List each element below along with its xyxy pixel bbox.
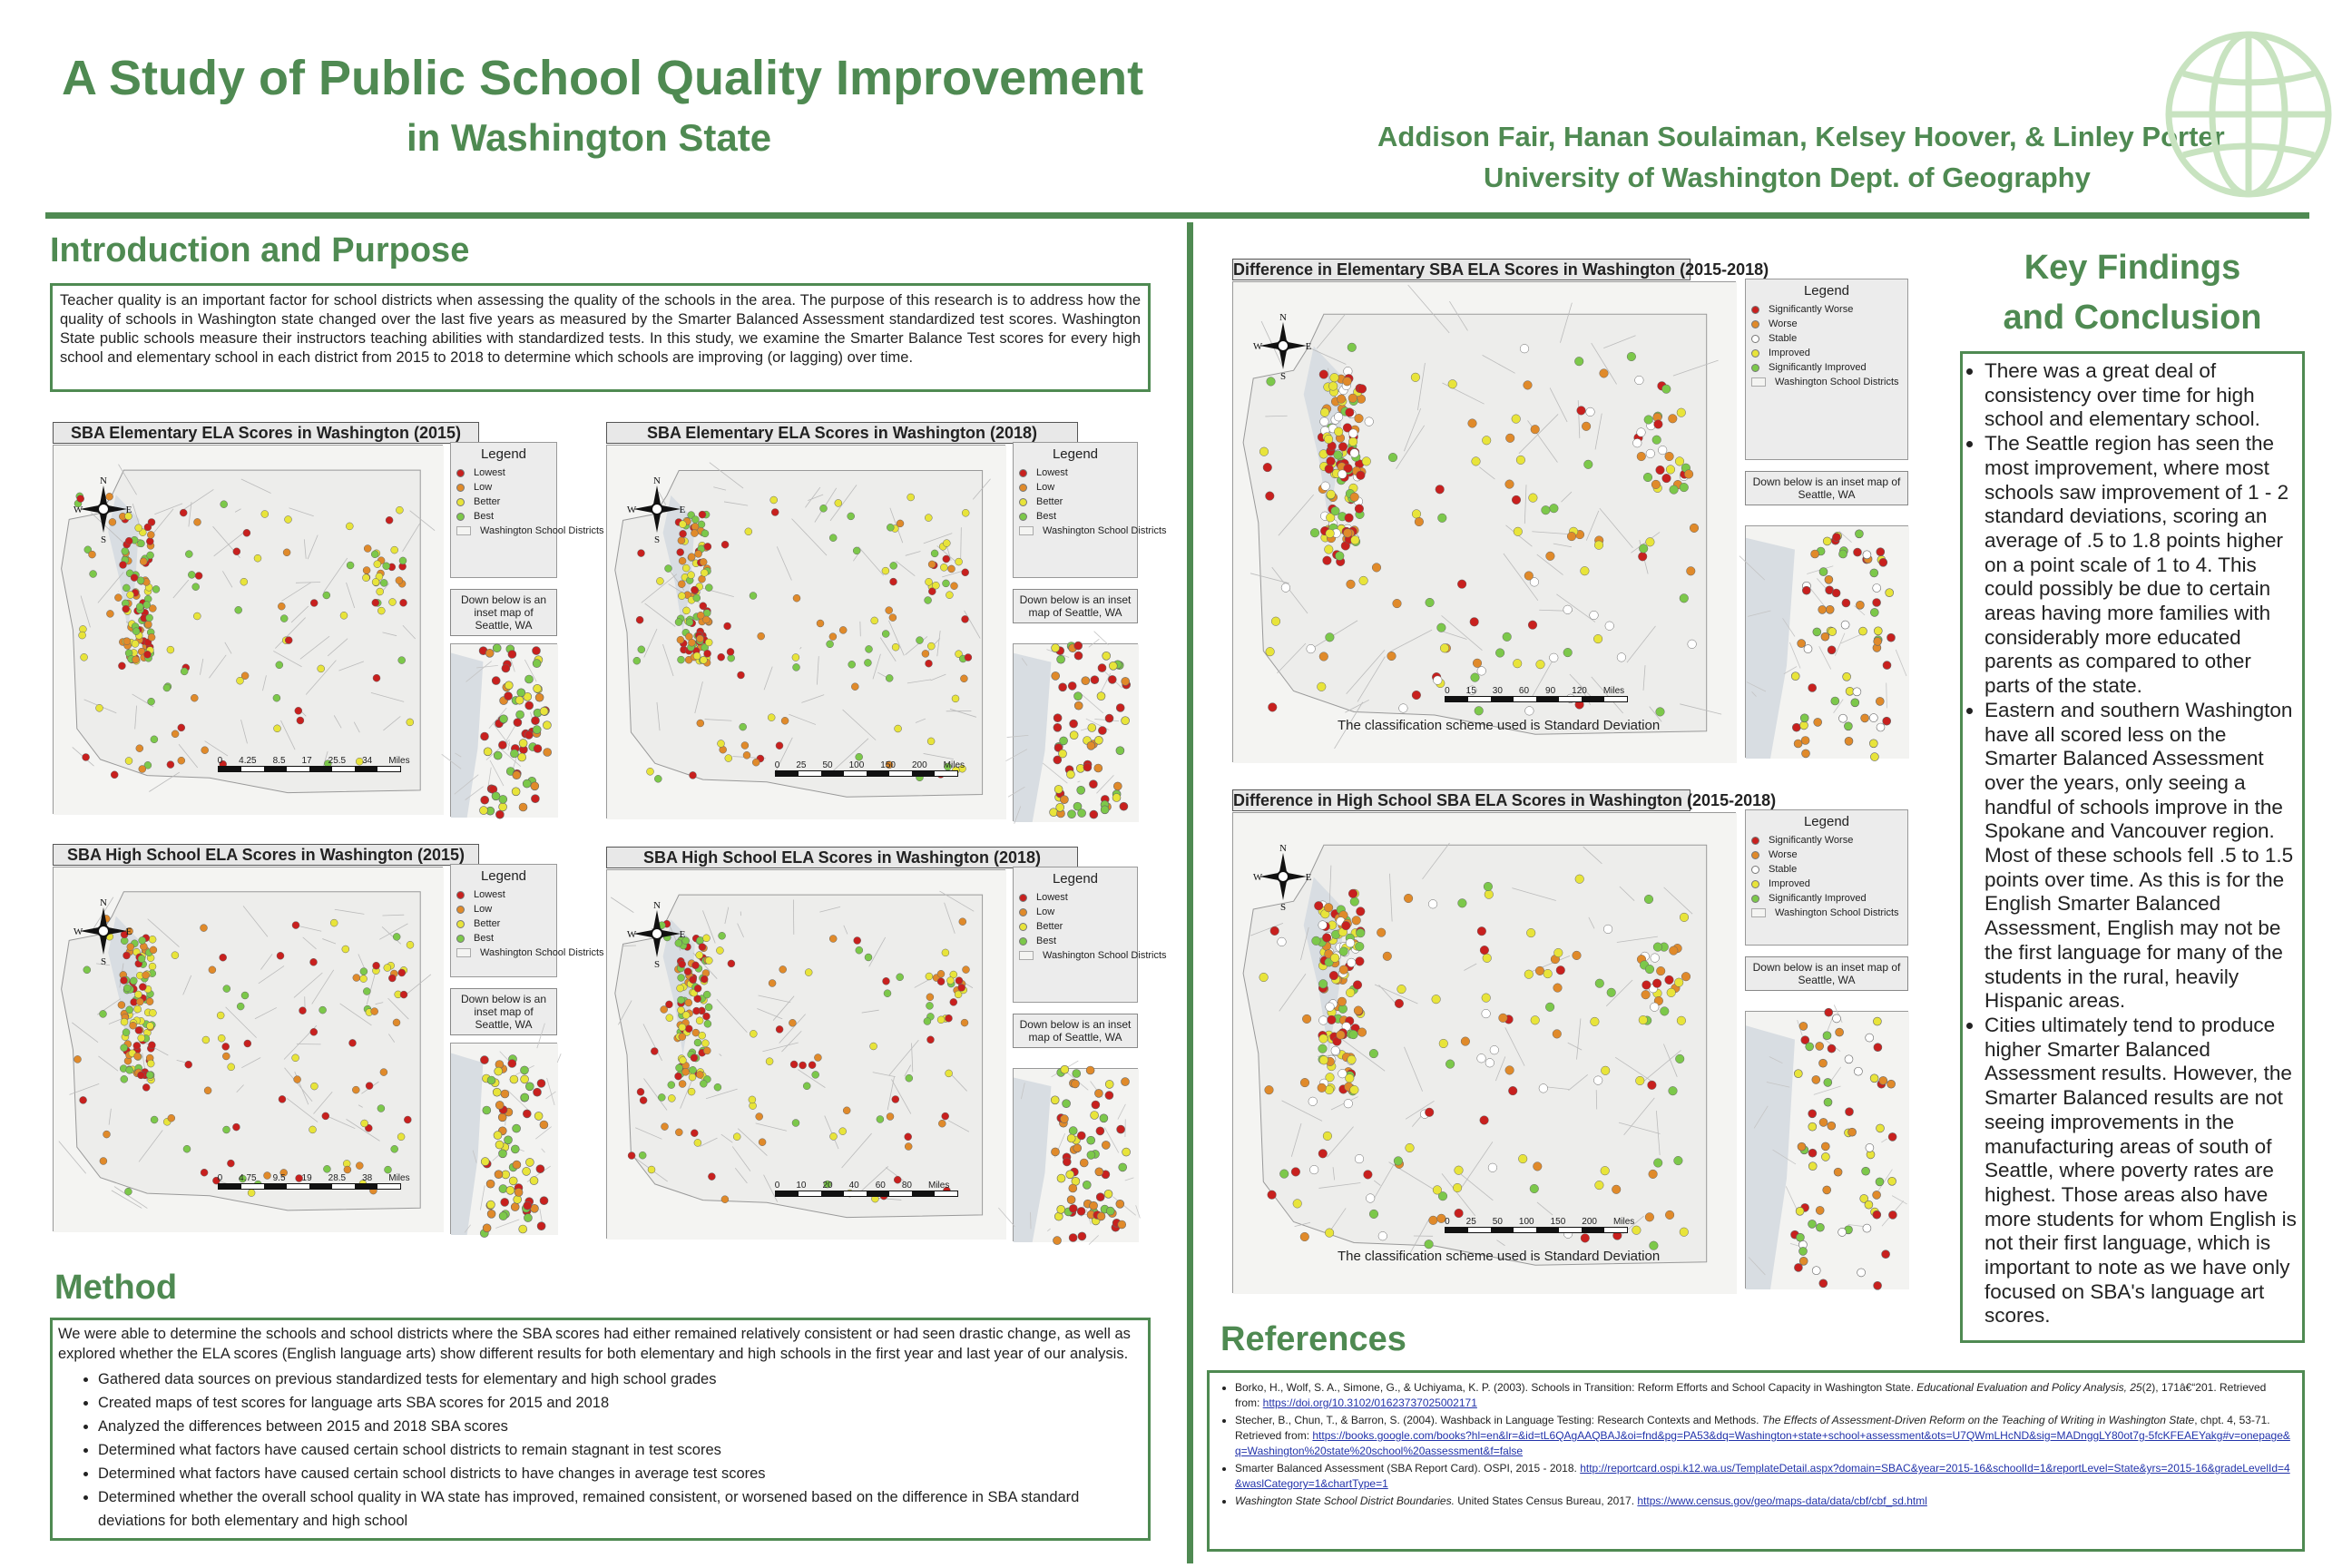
seattle-inset-map[interactable] — [1745, 525, 1908, 758]
scale-label: Miles — [943, 760, 965, 770]
legend-label: Best — [1036, 936, 1057, 946]
scale-label: 60 — [875, 1181, 886, 1191]
legend-label: Worse — [1769, 849, 1798, 860]
legend-label: Stable — [1769, 864, 1798, 875]
reference-item: • Borko, H., Wolf, S. A., Simone, G., & Uchiyama, K. P. (2003). Schools in Transition: Reform Efforts and School Capacity in Washington State. Educational Evaluation and Policy Analysis, 25(2), 171â€“201. Retrieved from: https://doi.org/10.3102/01623737025002171 — [1235, 1380, 2293, 1411]
intro-heading: Introduction and Purpose — [50, 231, 470, 270]
reference-item: • Smarter Balanced Assessment (SBA Report Card). OSPI, 2015 - 2018. http://reportcard.ospi.k12.wa.us/TemplateDetail.aspx?domain=SBAC&year=2015-16&schoolId=1&reportLevel=State&yrs=2015-16&gradeLevelId=4&waslCategory=1&chartType=1 — [1235, 1461, 2293, 1492]
legend-label: Washington School Districts — [1775, 907, 1899, 918]
legend-label: Better — [1036, 496, 1063, 507]
legend-swatch — [1019, 951, 1034, 960]
legend-label: Best — [474, 933, 495, 944]
list-item: • Determined what factors have caused certain school districts to remain stagnant in test scores — [98, 1438, 1142, 1462]
legend-item — [1019, 906, 1132, 917]
legend-title: Legend — [480, 446, 527, 462]
legend-item — [1019, 525, 1167, 536]
legend-swatch — [1019, 469, 1027, 477]
list-item: • Created maps of test scores for language arts SBA scores for 2015 and 2018 — [98, 1391, 1142, 1415]
scale-label: Miles — [388, 756, 410, 766]
list-item: • Eastern and southern Washington have all scored less on the Smarter Balanced Assessment over the years, only seeing a handful of schools improve in the Spokane and Vancouver region. Most of these schools fell .5 to 1.5 points over time. As this is for the English Smarter Balanced Assessment, English may not be the first language for many of the students in the rural, heavily Hispanic areas. — [1984, 699, 2297, 1014]
svg-text:N: N — [1279, 843, 1287, 854]
map-panel-hsdiff — [1232, 789, 1908, 1298]
legend-item — [1751, 377, 1902, 387]
scale-label: 28.5 — [328, 1173, 347, 1183]
legend-label: Low — [1036, 482, 1055, 493]
legend-swatch — [1019, 937, 1027, 946]
inset-note: Down below is an inset map of Seattle, WA — [450, 589, 557, 636]
scale-label: 9.5 — [272, 1173, 286, 1183]
legend-swatch — [1751, 306, 1759, 314]
scale-label: 60 — [1518, 686, 1530, 696]
scale-label: 25.5 — [328, 756, 347, 766]
map-title: SBA High School ELA Scores in Washington (2015) — [53, 844, 479, 866]
scale-label: 0 — [1445, 1217, 1450, 1227]
intro-text: Teacher quality is an important factor for school districts when assessing the quality of the schools in the area. The purpose of this research is to address how the quality of schools in Washington state changed over the last five years as measured by the Smarter Balanced Assessment standardized test scores. Washington State public schools measure their instructors teaching abilities with standardized tests. In this study, we examine the Smarter Balance Test scores for every high school and elementary school in each district from 2015 to 2018 to determine which schools are improving (or lagging) over time. — [60, 292, 1141, 366]
seattle-inset-map[interactable] — [450, 643, 557, 817]
legend-item — [1751, 864, 1902, 875]
scale-bar — [1445, 1217, 1634, 1233]
legend-label: Significantly Improved — [1769, 362, 1867, 373]
column-divider — [1187, 222, 1193, 1563]
legend-label: Improved — [1769, 878, 1810, 889]
legend-label: Washington School Districts — [1775, 377, 1899, 387]
svg-text:E: E — [679, 505, 686, 515]
legend-label: Lowest — [1036, 892, 1068, 903]
seattle-inset-map[interactable] — [450, 1043, 557, 1234]
legend-swatch — [1019, 923, 1027, 931]
scale-label: 0 — [774, 1181, 780, 1191]
svg-text:E: E — [1305, 872, 1312, 883]
map-panel-elem2015 — [53, 422, 688, 817]
scale-label: 120 — [1572, 686, 1587, 696]
scale-label: 0 — [217, 756, 223, 766]
svg-text:W: W — [73, 505, 83, 515]
state-map[interactable] — [53, 867, 443, 1231]
scale-label: 34 — [362, 756, 373, 766]
scale-bar — [218, 1173, 410, 1190]
seattle-inset-map[interactable] — [1013, 643, 1138, 821]
scale-bar-graphic — [775, 770, 958, 777]
legend-label: Best — [474, 511, 495, 522]
legend-swatch — [1751, 908, 1766, 917]
scale-label: 90 — [1545, 686, 1556, 696]
legend-swatch — [1019, 498, 1027, 506]
authors: Addison Fair, Hanan Soulaiman, Kelsey Hoover, & Linley Porter — [1377, 121, 2225, 152]
findings-heading: Key Findings and Conclusion — [2003, 249, 2262, 337]
legend-label: Better — [1036, 921, 1063, 932]
reference-item: • Washington State School District Boundaries. United States Census Bureau, 2017. https://www.census.gov/geo/maps-data/data/cbf/cbf_sd.html — [1235, 1494, 2293, 1509]
legend-label: Lowest — [474, 889, 505, 900]
scale-label: 200 — [911, 760, 927, 770]
legend-title: Legend — [1052, 871, 1099, 887]
map-panel-hs2015 — [53, 844, 688, 1234]
legend-item — [1751, 362, 1902, 373]
scale-label: 15 — [1465, 686, 1476, 696]
legend-swatch — [456, 920, 465, 928]
map-panel-hs2018 — [606, 847, 1167, 1241]
legend-item — [1751, 907, 1902, 918]
legend-label: Best — [1036, 511, 1057, 522]
legend-swatch — [1751, 377, 1766, 387]
inset-note: Down below is an inset map of Seattle, WA — [1745, 956, 1908, 991]
svg-text:S: S — [653, 959, 661, 970]
list-item: • Cities ultimately tend to produce higher Smarter Balanced Assessment results. However, the Smarter Balanced results are not seeing improvements in the manufacturing areas of south of Seattle, where poverty rates are highest. Those areas also have more students for whom English is not their first language, which is important to note as we have only focused on SBA's language art scores. — [1984, 1014, 2297, 1328]
svg-text:S: S — [1279, 371, 1287, 382]
scale-label: 0 — [1445, 686, 1450, 696]
legend-item — [1751, 318, 1902, 329]
scale-label: 17 — [301, 756, 312, 766]
legend-swatch — [1751, 320, 1759, 328]
legend-item — [456, 496, 551, 507]
state-map[interactable] — [53, 445, 443, 814]
intro-box — [50, 283, 1151, 392]
scale-label: 20 — [822, 1181, 833, 1191]
legend-label: Low — [474, 482, 493, 493]
scale-label: 25 — [796, 760, 807, 770]
legend-item — [1019, 467, 1132, 478]
state-map[interactable] — [606, 869, 1005, 1239]
legend-item — [456, 947, 604, 958]
scale-label: 38 — [362, 1173, 373, 1183]
list-item: • Determined what factors have caused certain school districts to have changes in average test scores — [98, 1462, 1142, 1485]
list-item: • There was a great deal of consistency over time for high school and elementary school. — [1984, 359, 2297, 432]
scale-label: 150 — [880, 760, 896, 770]
map-legend — [1013, 867, 1167, 1003]
legend-item — [456, 933, 551, 944]
legend-label: Low — [1036, 906, 1055, 917]
seattle-inset-map[interactable] — [1013, 1068, 1138, 1241]
compass-rose-icon — [74, 475, 132, 544]
legend-swatch — [1751, 837, 1759, 845]
legend-swatch — [1019, 526, 1034, 535]
reference-link[interactable]: https://books.google.com/books?hl=en&lr=&id=tL6QAgAAQBAJ&oi=fnd&pg=PA53&dq=Washington+state+school+assessment&ots=U7QWmLHcND&sig=MADnggLY80ot7g-5fcKFEAEYakg#v=onepage&q=Washington%20state%20school%20assessment&f=false — [1235, 1429, 2290, 1457]
map-panel-elem2018 — [606, 422, 1167, 821]
legend-label: Washington School Districts — [480, 525, 604, 536]
legend-swatch — [1751, 364, 1759, 372]
scale-label: 100 — [1518, 1217, 1534, 1227]
svg-text:S: S — [100, 956, 107, 967]
svg-text:E: E — [679, 929, 686, 940]
legend-item — [456, 904, 551, 915]
compass-rose-icon — [628, 899, 686, 968]
legend-title: Legend — [1803, 814, 1850, 829]
legend-item — [1751, 849, 1902, 860]
legend-label: Improved — [1769, 348, 1810, 358]
scale-bar — [218, 756, 410, 772]
scale-label: Miles — [1602, 686, 1625, 696]
poster-title: A Study of Public School Quality Improvement — [62, 51, 1144, 105]
legend-label: Washington School Districts — [1043, 525, 1167, 536]
legend-item — [1019, 482, 1132, 493]
findings-box — [1960, 351, 2305, 1343]
legend-label: Lowest — [1036, 467, 1068, 478]
method-list — [58, 1367, 1142, 1533]
scale-label: 50 — [822, 760, 833, 770]
list-item: • Determined whether the overall school quality in WA state has improved, remained consistent, or worsened based on the difference in SBA standard deviations for both elementary and high school — [98, 1485, 1142, 1533]
legend-swatch — [1019, 513, 1027, 521]
svg-text:W: W — [626, 505, 637, 515]
inset-note: Down below is an inset map of Seattle, WA — [1013, 589, 1138, 623]
state-map[interactable] — [606, 445, 1005, 818]
references-list — [1219, 1380, 2293, 1509]
legend-label: Worse — [1769, 318, 1798, 329]
scale-label: Miles — [1612, 1217, 1635, 1227]
legend-swatch — [1751, 851, 1759, 859]
legend-swatch — [1751, 880, 1759, 888]
map-legend — [450, 442, 604, 578]
scale-label: Miles — [927, 1181, 950, 1191]
legend-swatch — [456, 498, 465, 506]
legend-label: Lowest — [474, 467, 505, 478]
legend-label: Better — [474, 496, 501, 507]
legend-item — [1751, 348, 1902, 358]
svg-text:S: S — [1279, 902, 1287, 913]
compass-rose-icon — [628, 475, 686, 544]
reference-item: • Stecher, B., Chun, T., & Barron, S. (2004). Washback in Language Testing: Research Contexts and Methods. The Effects of Assessment-Driven Reform on the Teaching of Writing in Washington State, chpt. 4, 53-71. Retrieved from: https://books.google.com/books?hl=en&lr=&id=tL6QAgAAQBAJ&oi=fnd&pg=PA53&dq=Washington+state+school+assessment&ots=U7QWmLHcND&sig=MADnggLY80ot7g-5fcKFEAEYakg#v=onepage&q=Washington%20state%20school%20assessment&f=false — [1235, 1413, 2293, 1459]
legend-swatch — [456, 891, 465, 899]
map-title: Difference in Elementary SBA ELA Scores in Washington (2015-2018) — [1233, 260, 1769, 279]
map-legend — [1745, 809, 1908, 946]
scale-label: 40 — [848, 1181, 859, 1191]
scale-label: 0 — [217, 1173, 223, 1183]
map-panel-elemdiff — [1232, 259, 1908, 767]
legend-item — [456, 889, 551, 900]
map-legend — [1013, 442, 1167, 578]
legend-swatch — [456, 484, 465, 492]
svg-text:W: W — [626, 929, 637, 940]
scale-bar-graphic — [775, 1191, 958, 1197]
legend-label: Significantly Worse — [1769, 304, 1854, 315]
legend-swatch — [456, 526, 471, 535]
inset-note: Down below is an inset map of Seattle, WA — [1013, 1014, 1138, 1048]
scale-bar-graphic — [218, 766, 401, 772]
scale-label: 8.5 — [272, 756, 286, 766]
scale-label: 10 — [796, 1181, 807, 1191]
state-map[interactable] — [1232, 812, 1736, 1293]
legend-swatch — [456, 935, 465, 943]
globe-icon — [2158, 24, 2339, 205]
svg-text:N: N — [100, 897, 107, 908]
svg-text:S: S — [653, 534, 661, 545]
state-map[interactable] — [1232, 281, 1736, 762]
scale-label: 50 — [1492, 1217, 1503, 1227]
legend-label: Washington School Districts — [1043, 950, 1167, 961]
scale-label: 150 — [1550, 1217, 1566, 1227]
legend-swatch — [1751, 866, 1759, 874]
legend-label: Better — [474, 918, 501, 929]
legend-item — [1751, 893, 1902, 904]
legend-item — [1751, 878, 1902, 889]
poster-subtitle: in Washington State — [407, 116, 772, 159]
scale-bar — [775, 1181, 958, 1197]
inset-note: Down below is an inset map of Seattle, WA — [1745, 471, 1908, 505]
scale-label: 0 — [774, 760, 780, 770]
compass-rose-icon — [1254, 842, 1312, 911]
legend-item — [1019, 950, 1167, 961]
university: University of Washington Dept. of Geography — [1484, 162, 2091, 193]
legend-title: Legend — [1803, 283, 1850, 299]
reference-link[interactable]: https://www.census.gov/geo/maps-data/data/cbf/cbf_sd.html — [1637, 1494, 1927, 1507]
map-title: SBA High School ELA Scores in Washington (2018) — [606, 847, 1078, 868]
references-heading: References — [1220, 1320, 1406, 1358]
legend-swatch — [456, 513, 465, 521]
map-title: SBA Elementary ELA Scores in Washington (2018) — [606, 422, 1078, 444]
seattle-inset-map[interactable] — [1745, 1011, 1908, 1289]
svg-text:N: N — [100, 475, 107, 486]
svg-text:E: E — [125, 926, 132, 937]
scale-label: Miles — [388, 1173, 410, 1183]
svg-text:W: W — [73, 926, 83, 937]
legend-item — [1019, 892, 1132, 903]
compass-rose-icon — [74, 897, 132, 965]
header-divider — [45, 212, 2309, 219]
map-title: Difference in High School SBA ELA Scores in Washington (2015-2018) — [1233, 791, 1777, 809]
scale-label: 19 — [301, 1173, 312, 1183]
legend-item — [456, 467, 551, 478]
scale-label: 25 — [1465, 1217, 1476, 1227]
scale-label: 4.75 — [239, 1173, 257, 1183]
scale-bar-graphic — [218, 1183, 401, 1190]
svg-text:N: N — [653, 900, 661, 911]
svg-text:S: S — [100, 534, 107, 545]
scale-bar-graphic — [1445, 1227, 1628, 1233]
legend-item — [1751, 333, 1902, 344]
svg-text:E: E — [1305, 341, 1312, 352]
legend-label: Washington School Districts — [480, 947, 604, 958]
legend-swatch — [456, 906, 465, 914]
legend-item — [1019, 496, 1132, 507]
legend-title: Legend — [480, 868, 527, 884]
references-box — [1207, 1370, 2305, 1552]
legend-item — [1751, 304, 1902, 315]
svg-text:N: N — [1279, 312, 1287, 323]
method-intro: We were able to determine the schools and school districts where the SBA scores had either remained relatively consistent or had seen drastic change, as well as explored whether the ELA scores (English language arts) show different results for both elementary and high schools in the first year and last year of our analysis. — [58, 1326, 1131, 1362]
legend-swatch — [456, 948, 471, 957]
svg-text:E: E — [125, 505, 132, 515]
legend-item — [456, 482, 551, 493]
method-heading: Method — [54, 1269, 178, 1307]
legend-label: Stable — [1769, 333, 1798, 344]
legend-item — [456, 918, 551, 929]
list-item: • The Seattle region has seen the most improvement, where most schools saw improvement of 1 - 2 standard deviations, scoring an average of .5 to 1.8 points higher on a point scale of 1 to 4. This could possibly be due to certain areas having more families with considerably more educated parents as compared to other parts of the state. — [1984, 432, 2297, 699]
scale-label: 30 — [1492, 686, 1503, 696]
inset-note: Down below is an inset map of Seattle, WA — [450, 988, 557, 1035]
legend-item — [456, 511, 551, 522]
svg-text:W: W — [1252, 872, 1263, 883]
scale-bar — [775, 760, 965, 777]
scale-label: 100 — [848, 760, 865, 770]
scale-label: 4.25 — [239, 756, 257, 766]
classification-note: The classification scheme used is Standard Deviation — [1338, 1249, 1661, 1264]
compass-rose-icon — [1254, 311, 1312, 380]
svg-text:W: W — [1252, 341, 1263, 352]
legend-swatch — [1019, 894, 1027, 902]
method-box — [50, 1318, 1151, 1541]
legend-swatch — [1019, 908, 1027, 916]
map-legend — [450, 864, 604, 977]
legend-swatch — [1751, 895, 1759, 903]
svg-text:N: N — [653, 475, 661, 486]
legend-swatch — [1751, 335, 1759, 343]
map-legend — [1745, 279, 1908, 460]
classification-note: The classification scheme used is Standard Deviation — [1338, 718, 1661, 733]
map-title: SBA Elementary ELA Scores in Washington (2015) — [53, 422, 479, 444]
legend-title: Legend — [1052, 446, 1099, 462]
reference-link[interactable]: https://doi.org/10.3102/01623737025002171 — [1262, 1396, 1477, 1409]
legend-item — [456, 525, 604, 536]
list-item: • Analyzed the differences between 2015 and 2018 SBA scores — [98, 1415, 1142, 1438]
scale-label: 200 — [1582, 1217, 1597, 1227]
scale-label: 80 — [901, 1181, 912, 1191]
legend-label: Significantly Improved — [1769, 893, 1867, 904]
legend-label: Low — [474, 904, 493, 915]
legend-swatch — [456, 469, 465, 477]
legend-swatch — [1751, 349, 1759, 358]
reference-link[interactable]: http://reportcard.ospi.k12.wa.us/TemplateDetail.aspx?domain=SBAC&year=2015-16&schoolId=1&reportLevel=State&yrs=2015-16&gradeLevelId=4&waslCategory=1&chartType=1 — [1235, 1462, 2290, 1490]
legend-swatch — [1019, 484, 1027, 492]
legend-item — [1019, 511, 1132, 522]
list-item: • Gathered data sources on previous standardized tests for elementary and high school grades — [98, 1367, 1142, 1391]
legend-item — [1019, 921, 1132, 932]
legend-label: Significantly Worse — [1769, 835, 1854, 846]
legend-item — [1751, 835, 1902, 846]
scale-bar — [1445, 686, 1628, 702]
legend-item — [1019, 936, 1132, 946]
scale-bar-graphic — [1445, 696, 1628, 702]
